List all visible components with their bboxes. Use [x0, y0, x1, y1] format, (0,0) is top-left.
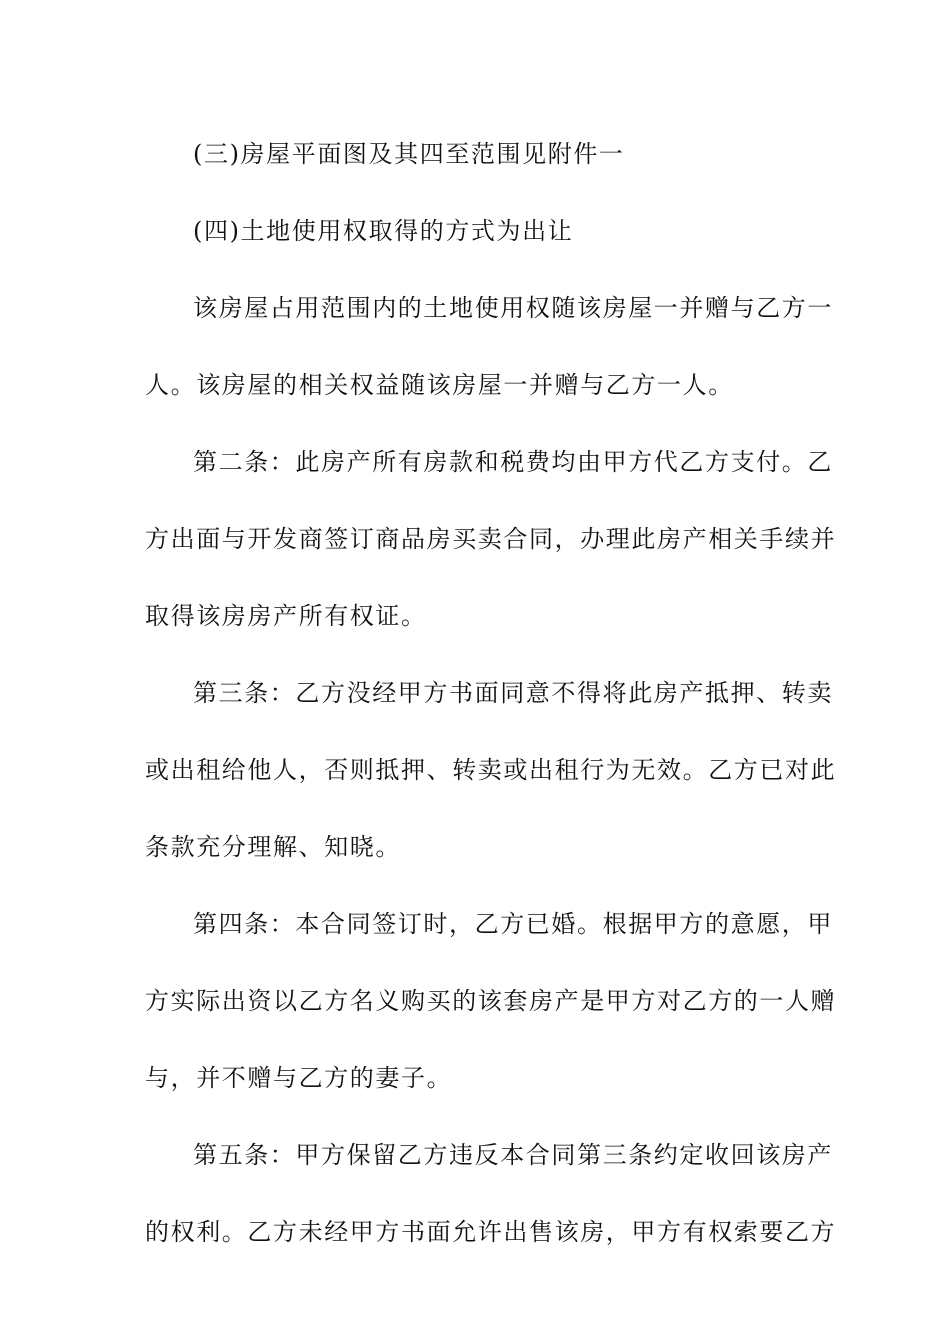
article-5-line-2: 的权利。乙方未经甲方书面允许出售该房，甲方有权索要乙方: [145, 1218, 837, 1246]
clause-3-floor-plan: (三)房屋平面图及其四至范围见附件一: [193, 140, 625, 168]
article-3-line-3: 条款充分理解、知晓。: [145, 833, 401, 861]
article-4-line-1: 第四条：本合同签订时，乙方已婚。根据甲方的意愿，甲: [193, 910, 833, 938]
article-2-line-2: 方出面与开发商签订商品房买卖合同，办理此房产相关手续并: [145, 525, 837, 553]
article-2-line-1: 第二条：此房产所有房款和税费均由甲方代乙方支付。乙: [193, 448, 833, 476]
article-4-line-2: 方实际出资以乙方名义购买的该套房产是甲方对乙方的一人赠: [145, 987, 837, 1015]
document-body: [145, 128, 837, 1283]
article-2-line-3: 取得该房房产所有权证。: [145, 602, 427, 630]
paragraph-land-gift-line-1: 该房屋占用范围内的土地使用权随该房屋一并赠与乙方一: [193, 294, 833, 322]
article-4-line-3: 与，并不赠与乙方的妻子。: [145, 1064, 453, 1092]
article-3-line-1: 第三条：乙方没经甲方书面同意不得将此房产抵押、转卖: [193, 679, 833, 707]
paragraph-land-gift-line-2: 人。该房屋的相关权益随该房屋一并赠与乙方一人。: [145, 371, 734, 399]
clause-4-land-use-right: (四)土地使用权取得的方式为出让: [193, 217, 574, 245]
article-3-line-2: 或出租给他人，否则抵押、转卖或出租行为无效。乙方已对此: [145, 756, 837, 784]
article-5-line-1: 第五条：甲方保留乙方违反本合同第三条约定收回该房产: [193, 1141, 833, 1169]
